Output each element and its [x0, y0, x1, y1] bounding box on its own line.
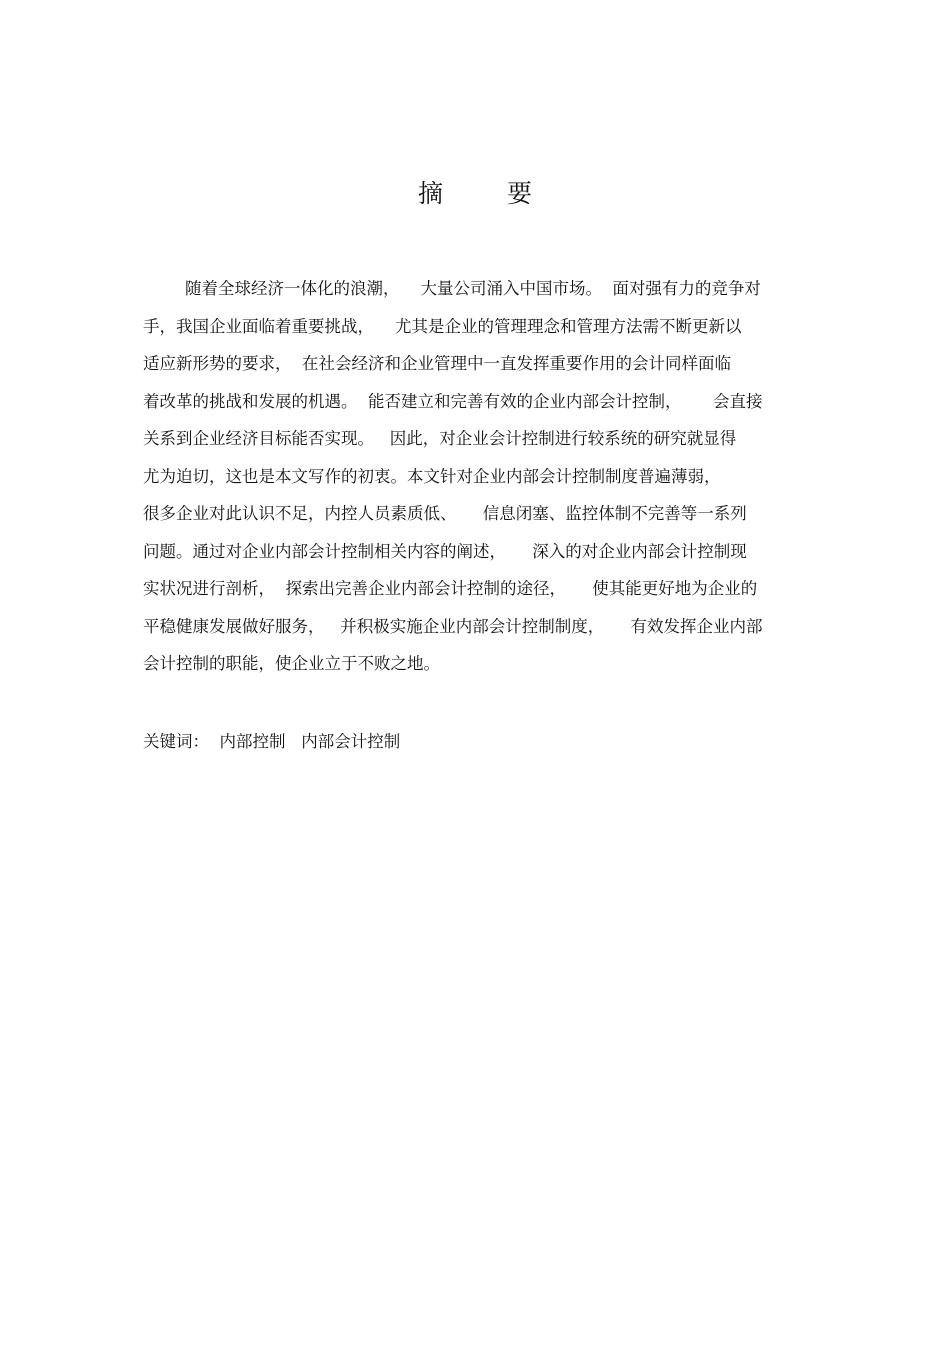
abstract-line: 平稳健康发展做好服务， 并积极实施企业内部会计控制制度， 有效发挥企业内部: [143, 616, 763, 636]
abstract-line: 会计控制的职能，使企业立于不败之地。: [143, 654, 440, 673]
keywords-values: 内部控制 内部会计控制: [209, 732, 401, 751]
abstract-line: 随着全球经济一体化的浪潮， 大量公司涌入中国市场。 面对强有力的竞争对: [143, 279, 761, 298]
abstract-line: 很多企业对此认识不足，内控人员素质低、 信息闭塞、监控体制不完善等一系列: [143, 504, 747, 523]
abstract-body: [143, 270, 823, 683]
abstract-line: 手，我国企业面临着重要挑战， 尤其是企业的管理理念和管理方法需不断更新以: [143, 316, 742, 336]
keywords-line: [143, 728, 400, 756]
abstract-line: 尤为迫切，这也是本文写作的初衷。本文针对企业内部会计控制制度普遍薄弱，: [143, 466, 721, 486]
abstract-line: 实状况进行剖析， 探索出完善企业内部会计控制的途径， 使其能更好地为企业的: [143, 579, 758, 598]
abstract-line: 问题。通过对企业内部会计控制相关内容的阐述， 深入的对企业内部会计控制现: [143, 541, 747, 561]
abstract-title: 摘 要: [418, 179, 560, 208]
abstract-line: 着改革的挑战和发展的机遇。 能否建立和完善有效的企业内部会计控制， 会直接: [143, 391, 763, 411]
abstract-line: 关系到企业经济目标能否实现。 因此，对企业会计控制进行较系统的研究就显得: [143, 429, 737, 448]
keywords-label: 关键词：: [143, 732, 209, 751]
abstract-line: 适应新形势的要求， 在社会经济和企业管理中一直发挥重要作用的会计同样面临: [143, 354, 731, 373]
